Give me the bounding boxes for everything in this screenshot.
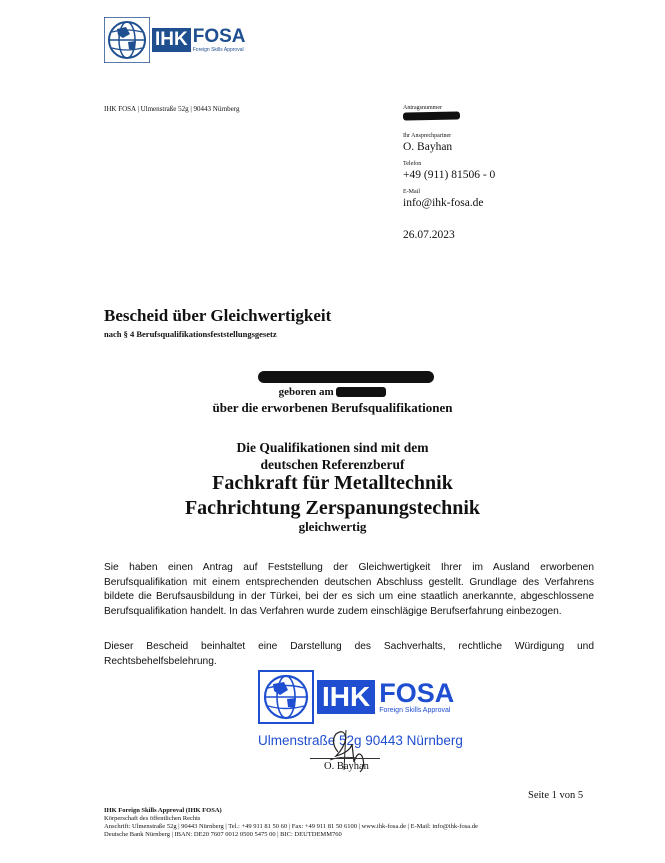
document-title: Bescheid über Gleichwertigkeit bbox=[104, 306, 332, 325]
body-paragraph-2: Dieser Bescheid beinhaltet eine Darstellung des Sachverhalts, rechtliche Würdigung und Rechtsbehelfsbelehrung. bbox=[104, 641, 594, 667]
qualification-line-1: Die Qualifikationen sind mit dem bbox=[236, 440, 429, 455]
footer-address: Anschrift: Ulmenstraße 52g | 90443 Nürnberg | Tel.: +49 911 81 50 60 | Fax: +49 911 81 50 6100 | www.ihk-fosa.de | E-Mail: info@ihk-fosa.de bbox=[104, 823, 478, 830]
qualification-line-2: deutschen Referenzberuf bbox=[260, 457, 405, 472]
footer-organization: IHK Foreign Skills Approval (IHK FOSA) bbox=[104, 807, 222, 814]
phone-number: +49 (911) 81506 - 0 bbox=[403, 169, 496, 181]
contact-block bbox=[403, 104, 603, 241]
born-label: geboren am bbox=[278, 386, 334, 398]
signature-line bbox=[310, 758, 380, 759]
email-address: info@ihk-fosa.de bbox=[403, 197, 484, 209]
redacted-birth-date bbox=[336, 387, 386, 397]
sender-address-line: IHK FOSA | Ulmenstraße 52g | 90443 Nürnberg bbox=[104, 105, 240, 113]
logo-fosa-text: FOSA bbox=[192, 26, 246, 47]
email-label: E-Mail bbox=[403, 189, 420, 195]
contact-person-label: Ihr Ansprechpartner bbox=[403, 133, 452, 139]
signer-name: O. Bayhan bbox=[324, 761, 369, 772]
stamp-tagline: Foreign Skills Approval bbox=[379, 707, 451, 714]
qualification-subject: über die erworbenen Berufsqualifikationen bbox=[212, 400, 453, 415]
document-date: 26.07.2023 bbox=[403, 229, 455, 241]
body-paragraph-1: Sie haben einen Antrag auf Feststellung der Gleichwertigkeit Ihrer im Ausland erworbenen Berufsqualifikation mit einem entsprechenden deutschen Abschluss gestellt. Grundlage des Verfahrens bildete die Berufsausbildung in der Türkei, bei der es sich um eine staatlich anerkannte, abgeschlossene Berufsqualifikation handelt. In das Verfahren wurde zudem einschlägige Berufserfahrung einbezogen. bbox=[104, 562, 594, 618]
document-subtitle: nach § 4 Berufsqualifikationsfeststellungsgesetz bbox=[104, 329, 277, 339]
official-stamp bbox=[258, 670, 458, 724]
logo-ihk-text: IHK bbox=[152, 28, 191, 52]
stamp-address: Ulmenstraße 52g 90443 Nürnberg bbox=[258, 733, 463, 748]
footer-legal-form: Körperschaft des öffentlichen Rechts bbox=[104, 815, 201, 822]
phone-label: Telefon bbox=[403, 161, 422, 167]
redacted-name bbox=[258, 371, 434, 383]
ihk-fosa-logo bbox=[104, 17, 254, 63]
contact-person: O. Bayhan bbox=[403, 141, 453, 153]
application-number-label: Antragsnummer bbox=[403, 105, 442, 111]
logo-tagline: Foreign Skills Approval bbox=[192, 47, 244, 53]
stamp-fosa-text: FOSA bbox=[379, 678, 455, 708]
reference-profession: Fachkraft für Metalltechnik bbox=[212, 472, 453, 494]
footer bbox=[104, 807, 478, 839]
equivalence-result: gleichwertig bbox=[298, 519, 367, 534]
stamp-globe-icon bbox=[258, 670, 314, 724]
redacted-application-number bbox=[403, 112, 460, 121]
stamp-ihk-text: IHK bbox=[317, 680, 375, 714]
footer-bank: Deutsche Bank Nürnberg | IBAN: DE20 7607 0012 0500 5475 00 | BIC: DEUTDEMM760 bbox=[104, 831, 342, 838]
profession-specialty: Fachrichtung Zerspanungstechnik bbox=[184, 497, 481, 519]
page-number: Seite 1 von 5 bbox=[528, 790, 584, 801]
birth-line bbox=[0, 386, 665, 398]
globe-icon bbox=[104, 17, 150, 63]
